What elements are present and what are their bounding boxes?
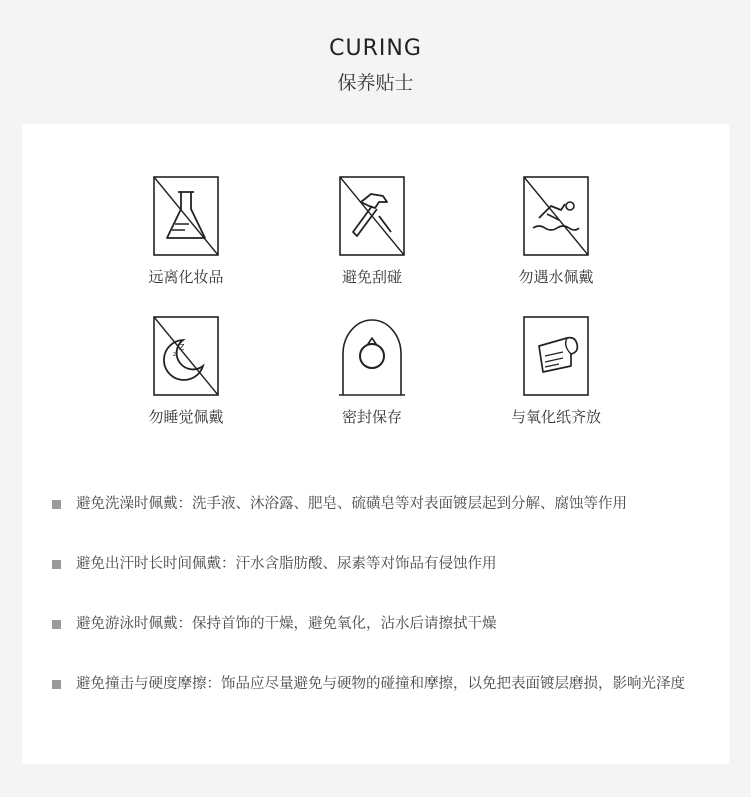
care-item-water [476,176,636,287]
care-tips-card [22,124,729,764]
care-label: 勿遇水佩戴 [518,268,594,286]
bullet-square-icon [52,680,61,689]
brand-title: CURING [329,36,422,61]
bullet-square-icon [52,560,61,569]
care-label: 与氧化纸齐放 [510,408,601,426]
care-item-scratch [292,176,452,287]
care-item-sleep [106,316,266,427]
list-item: 避免游泳时佩戴：保持首饰的干燥，避免氧化，沾水后请擦拭干燥 [52,614,712,635]
care-label: 密封保存 [341,408,402,426]
paper-roll-icon [523,316,589,396]
sleep-moon-crossed-icon [153,316,219,396]
ring-pouch-icon [339,316,405,396]
list-item: 避免撞击与硬度摩擦：饰品应尽量避免与硬物的碰撞和摩擦，以免把表面镀层磨损，影响光泽度 [52,674,712,695]
list-item: 避免出汗时长时间佩戴：汗水含脂肪酸、尿素等对饰品有侵蚀作用 [52,554,712,575]
care-label: 避免刮碰 [341,268,402,286]
flask-crossed-icon [153,176,219,256]
header [0,0,751,120]
page-subtitle: 保养贴士 [337,72,414,94]
care-item-paper [476,316,636,427]
swimmer-crossed-icon [523,176,589,256]
care-item-cosmetics [106,176,266,287]
svg-text:Z: Z [179,343,185,352]
svg-text:z: z [173,351,177,358]
care-label: 远离化妆品 [148,268,224,286]
list-item: 避免洗澡时佩戴：洗手液、沐浴露、肥皂、硫磺皂等对表面镀层起到分解、腐蚀等作用 [52,494,712,515]
hammer-crossed-icon [339,176,405,256]
bullet-square-icon [52,500,61,509]
care-item-sealed [292,316,452,427]
bullet-square-icon [52,620,61,629]
care-label: 勿睡觉佩戴 [148,408,224,426]
